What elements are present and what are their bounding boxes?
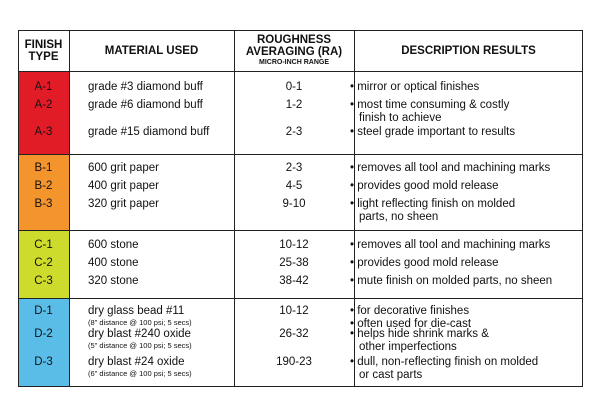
border-left	[18, 30, 19, 386]
description-line: • provides good mold release	[350, 180, 499, 192]
material-note: (8" distance @ 100 psi; 5 secs)	[88, 318, 192, 327]
material-text: 320 stone	[88, 275, 139, 287]
material-text: grade #3 diamond buff	[88, 81, 203, 93]
material-cell	[88, 239, 238, 252]
finish-type-cell: C-2	[34, 257, 53, 269]
col-divider-roughness	[354, 30, 355, 386]
header-roughness	[234, 30, 354, 71]
description-line: • dull, non-reflecting finish on molded	[350, 356, 539, 368]
finish-type-cell: B-1	[34, 162, 53, 174]
roughness-cell: 4-5	[285, 180, 303, 192]
description-line: • for decorative finishes	[350, 305, 470, 317]
material-note: (6" distance @ 100 psi; 5 secs)	[88, 369, 192, 378]
description-line: other imperfections	[359, 341, 457, 353]
material-text: 400 stone	[88, 257, 139, 269]
material-text: grade #6 diamond buff	[88, 99, 203, 111]
finish-type-cell: D-3	[34, 356, 53, 368]
finish-type-cell: C-3	[34, 275, 53, 287]
material-text: dry blast #240 oxide	[88, 328, 191, 340]
description-line: parts, no sheen	[359, 211, 439, 223]
description-line: • helps hide shrink marks &	[350, 328, 489, 340]
description-line: • mirror or optical finishes	[350, 81, 480, 93]
header-finish-type	[18, 30, 69, 71]
description-line: • removes all tool and machining marks	[350, 239, 551, 251]
material-text: grade #15 diamond buff	[88, 126, 210, 138]
material-cell	[88, 198, 238, 211]
description-cell	[350, 180, 582, 193]
material-text: 600 grit paper	[88, 162, 159, 174]
material-cell	[88, 126, 238, 139]
description-line: finish to achieve	[359, 112, 442, 124]
material-text: 320 grit paper	[88, 198, 159, 210]
roughness-cell: 10-12	[279, 239, 309, 251]
header-roughness-sub: MICRO-INCH RANGE	[259, 59, 329, 66]
material-cell	[88, 356, 238, 379]
roughness-cell: 0-1	[285, 81, 303, 93]
description-cell	[350, 356, 582, 382]
roughness-cell: 1-2	[285, 99, 303, 111]
description-cell	[350, 162, 582, 175]
description-line: or cast parts	[359, 369, 423, 381]
description-cell	[350, 126, 582, 139]
description-line: • provides good mold release	[350, 257, 499, 269]
header-roughness-line1: ROUGHNESS	[256, 34, 332, 46]
header-finish-type-line1: FINISH	[24, 38, 63, 51]
roughness-cell: 25-38	[279, 257, 309, 269]
material-text: 400 grit paper	[88, 180, 159, 192]
material-cell	[88, 328, 238, 351]
description-cell	[350, 99, 582, 125]
description-line: • mute finish on molded parts, no sheen	[350, 275, 553, 287]
material-cell	[88, 162, 238, 175]
material-cell	[88, 180, 238, 193]
col-divider-material	[234, 30, 235, 386]
roughness-cell: 190-23	[276, 356, 312, 368]
material-cell	[88, 305, 238, 328]
header-divider	[18, 71, 583, 72]
section-b	[18, 154, 583, 230]
header-material-used-label: MATERIAL USED	[104, 44, 199, 57]
description-cell	[350, 81, 582, 94]
material-text: dry glass bead #11	[88, 305, 185, 317]
finish-type-cell: B-3	[34, 198, 53, 210]
finish-type-cell: D-1	[34, 305, 53, 317]
finish-type-cell: B-2	[34, 180, 53, 192]
section-divider-cd	[18, 298, 583, 299]
description-line: • removes all tool and machining marks	[350, 162, 551, 174]
roughness-cell: 26-32	[279, 328, 309, 340]
material-text: 600 stone	[88, 239, 139, 251]
section-d	[18, 298, 583, 386]
finish-type-cell: A-1	[34, 81, 53, 93]
finish-type-cell: A-3	[34, 126, 53, 138]
border-bottom	[18, 386, 583, 387]
section-a	[18, 71, 583, 154]
roughness-cell: 2-3	[285, 162, 303, 174]
roughness-cell: 2-3	[285, 126, 303, 138]
col-divider-type	[69, 30, 70, 386]
header-finish-type-line2: TYPE	[28, 50, 59, 63]
description-line: • light reflecting finish on molded	[350, 198, 516, 210]
description-line: • often used for die-cast	[350, 318, 472, 330]
section-divider-bc	[18, 230, 583, 231]
border-right	[582, 30, 583, 386]
finish-type-cell: D-2	[34, 328, 53, 340]
material-cell	[88, 257, 238, 270]
material-cell	[88, 81, 238, 94]
description-line: • steel grade important to results	[350, 126, 516, 138]
material-cell	[88, 275, 238, 288]
header-material-used	[69, 30, 234, 71]
material-cell	[88, 99, 238, 112]
description-cell	[350, 275, 582, 288]
material-note: (5" distance @ 100 psi; 5 secs)	[88, 341, 192, 350]
description-cell	[350, 328, 582, 354]
header-roughness-line2: AVERAGING (RA)	[245, 46, 343, 58]
roughness-cell: 38-42	[279, 275, 309, 287]
material-text: dry blast #24 oxide	[88, 356, 185, 368]
description-cell	[350, 257, 582, 270]
description-cell	[350, 239, 582, 252]
border-top	[18, 30, 583, 31]
section-c	[18, 230, 583, 298]
header-description-label: DESCRIPTION RESULTS	[401, 44, 536, 57]
description-line: • most time consuming & costly	[350, 99, 510, 111]
header-description-results	[354, 30, 583, 71]
finish-type-cell: A-2	[34, 99, 53, 111]
description-cell	[350, 198, 582, 224]
roughness-cell: 9-10	[282, 198, 306, 210]
section-divider-ab	[18, 154, 583, 155]
finish-type-cell: C-1	[34, 239, 53, 251]
roughness-cell: 10-12	[279, 305, 309, 317]
